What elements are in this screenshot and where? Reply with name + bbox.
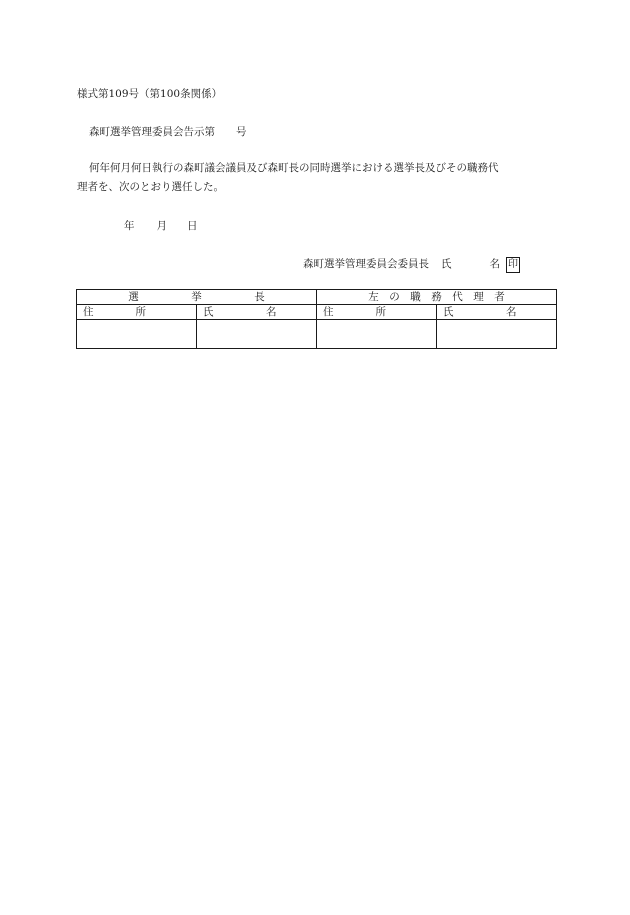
table-header-row [77, 290, 557, 305]
signature-line [303, 256, 520, 273]
date-line [124, 218, 198, 233]
cell-address-chief [77, 320, 197, 349]
date-month: 月 [156, 220, 167, 232]
signature-title: 森町選挙管理委員会委員長 [303, 258, 429, 270]
header-election-chief: 選 挙 長 [77, 290, 317, 305]
header-deputy: 左 の 職 務 代 理 者 [317, 290, 557, 305]
cell-name-deputy [437, 320, 557, 349]
cell-address-deputy [317, 320, 437, 349]
signature-name-label-2: 名 [489, 258, 500, 270]
cell-name-chief [197, 320, 317, 349]
notice-body-line-1: 何年何月何日執行の森町議会議員及び森町長の同時選挙における選挙長及びその職務代 [89, 162, 499, 174]
date-year: 年 [124, 220, 135, 232]
appointee-table [76, 289, 557, 349]
column-name-deputy: 氏 名 [437, 305, 557, 320]
form-number: 様式第109号（第100条関係） [77, 88, 223, 100]
table-row [77, 320, 557, 349]
date-day: 日 [187, 220, 198, 232]
seal-mark: 印 [506, 257, 520, 273]
column-name-chief: 氏 名 [197, 305, 317, 320]
signature-name-label: 氏 [441, 258, 452, 270]
column-address-chief: 住 所 [77, 305, 197, 320]
column-address-deputy: 住 所 [317, 305, 437, 320]
notice-body-line-2: 理者を、次のとおり選任した。 [77, 181, 224, 193]
notice-title: 森町選挙管理委員会告示第 号 [89, 126, 247, 138]
table-subheader-row [77, 305, 557, 320]
